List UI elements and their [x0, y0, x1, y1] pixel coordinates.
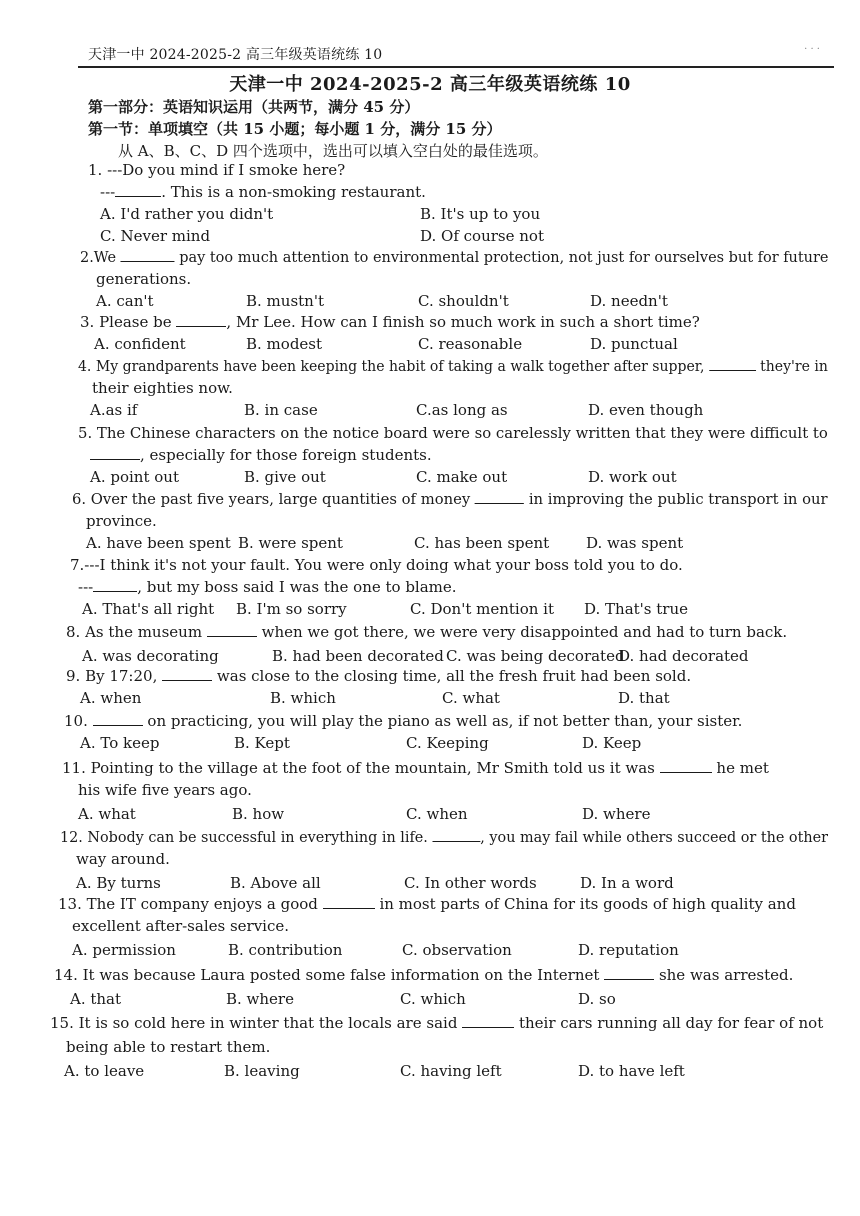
- option-b: B. contribution: [228, 941, 343, 959]
- option-b: B. modest: [246, 335, 323, 353]
- option-c: C. In other words: [404, 874, 537, 892]
- header-divider: [78, 66, 834, 68]
- option-b: B. Kept: [234, 734, 290, 752]
- question-stem-cont: excellent after-sales service.: [72, 917, 290, 935]
- option-d: D. so: [578, 990, 616, 1008]
- question-stem-cont: way around.: [76, 850, 170, 868]
- question-stem: 1. ---Do you mind if I smoke here?: [88, 161, 346, 179]
- answer-blank: [475, 489, 524, 504]
- option-c: C. Never mind: [100, 227, 211, 245]
- answer-blank: [121, 247, 175, 262]
- option-d: D. That's true: [584, 600, 688, 618]
- question-stem: 8. As the museum when we got there, we were very disappointed and had to turn back.: [66, 623, 788, 641]
- option-b: B. which: [270, 689, 336, 707]
- answer-blank: [604, 965, 654, 980]
- option-d: D. work out: [588, 468, 677, 486]
- question-stem: 12. Nobody can be successful in everything in life. , you may fail while others succeed or the other: [60, 828, 828, 846]
- answer-blank: [660, 758, 712, 773]
- option-b: B. were spent: [238, 534, 343, 552]
- option-b: B. Above all: [230, 874, 321, 892]
- option-c: C. was being decorated: [446, 647, 625, 665]
- answer-blank: [162, 666, 212, 681]
- question-stem-line2: --- , but my boss said I was the one to blame.: [78, 578, 457, 596]
- question-stem: 2.We pay too much attention to environmental protection, not just for ourselves but for future: [80, 248, 829, 266]
- option-a: A. when: [80, 689, 142, 707]
- option-b: B. in case: [244, 401, 318, 419]
- running-header: 天津一中 2024-2025-2 高三年级英语统练 10: [88, 47, 383, 63]
- option-b: B. leaving: [224, 1062, 300, 1080]
- question-stem: 7.---I think it's not your fault. You were only doing what your boss told you to do.: [70, 556, 683, 574]
- option-a: A.as if: [90, 401, 138, 419]
- option-a: A. To keep: [80, 734, 160, 752]
- question-stem-cont: his wife five years ago.: [78, 781, 252, 799]
- corner-mark: · · ·: [804, 44, 820, 55]
- option-b: B. I'm so sorry: [236, 600, 347, 618]
- question-stem: 11. Pointing to the village at the foot of the mountain, Mr Smith told us it was he met: [62, 759, 769, 777]
- question-stem: 6. Over the past five years, large quantities of money in improving the public transport in our: [72, 490, 828, 508]
- option-c: C.as long as: [416, 401, 508, 419]
- option-d: D. was spent: [586, 534, 684, 552]
- option-b: B. mustn't: [246, 292, 324, 310]
- option-d: D. In a word: [580, 874, 674, 892]
- option-a: A. can't: [96, 292, 154, 310]
- question-stem: 9. By 17:20, was close to the closing time, all the fresh fruit had been sold.: [66, 667, 692, 685]
- answer-blank: [462, 1013, 514, 1028]
- option-a: A. point out: [90, 468, 179, 486]
- option-d: D. to have left: [578, 1062, 685, 1080]
- option-d: D. even though: [588, 401, 704, 419]
- option-a: A. confident: [94, 335, 186, 353]
- option-c: C. shouldn't: [418, 292, 509, 310]
- option-a: A. to leave: [64, 1062, 145, 1080]
- question-stem-cont: their eighties now.: [92, 379, 233, 397]
- option-b: B. how: [232, 805, 285, 823]
- question-stem-cont: generations.: [96, 270, 192, 288]
- option-c: C. has been spent: [414, 534, 550, 552]
- instructions: 从 A、B、C、D 四个选项中，选出可以填入空白处的最佳选项。: [118, 142, 548, 160]
- option-b: B. give out: [244, 468, 326, 486]
- option-b: B. It's up to you: [420, 205, 541, 223]
- option-a: A. have been spent: [86, 534, 231, 552]
- answer-blank: [207, 622, 257, 637]
- question-stem-cont: province.: [86, 512, 157, 530]
- page-title: 天津一中 2024-2025-2 高三年级英语统练 10: [229, 74, 631, 95]
- answer-blank: [432, 827, 480, 842]
- part-heading: 第一部分：英语知识运用（共两节，满分 45 分）: [88, 98, 420, 116]
- option-b: B. where: [226, 990, 294, 1008]
- question-stem: 15. It is so cold here in winter that the locals are said their cars running all day for fear of not: [50, 1014, 824, 1032]
- option-a: A. what: [78, 805, 136, 823]
- option-d: D. reputation: [578, 941, 679, 959]
- option-d: D. where: [582, 805, 651, 823]
- option-a: A. By turns: [76, 874, 161, 892]
- option-c: C. reasonable: [418, 335, 523, 353]
- question-stem: 10. on practicing, you will play the piano as well as, if not better than, your sister.: [64, 712, 743, 730]
- option-a: A. That's all right: [82, 600, 215, 618]
- option-b: B. had been decorated: [272, 647, 444, 665]
- option-c: C. make out: [416, 468, 508, 486]
- option-d: D. needn't: [590, 292, 668, 310]
- option-c: C. Don't mention it: [410, 600, 554, 618]
- section-heading: 第一节：单项填空（共 15 小题；每小题 1 分，满分 15 分）: [88, 120, 502, 138]
- question-stem: 14. It was because Laura posted some false information on the Internet she was arrested.: [54, 966, 794, 984]
- option-c: C. Keeping: [406, 734, 489, 752]
- answer-blank: [93, 711, 143, 726]
- option-a: A. that: [70, 990, 122, 1008]
- option-a: A. I'd rather you didn't: [100, 205, 274, 223]
- answer-blank: [93, 577, 137, 592]
- question-stem: 5. The Chinese characters on the notice board were so carelessly written that they were difficult to: [78, 424, 828, 442]
- option-d: D. Of course not: [420, 227, 544, 245]
- option-a: A. permission: [72, 941, 176, 959]
- question-stem-cont: , especially for those foreign students.: [90, 445, 432, 466]
- option-d: D. punctual: [590, 335, 678, 353]
- question-stem-line2: --- . This is a non-smoking restaurant.: [100, 183, 426, 201]
- question-stem-cont: being able to restart them.: [66, 1038, 271, 1056]
- option-c: C. when: [406, 805, 468, 823]
- option-d: D. that: [618, 689, 670, 707]
- answer-blank: [709, 356, 756, 371]
- option-d: D. had decorated: [618, 647, 749, 665]
- question-stem: 4. My grandparents have been keeping the habit of taking a walk together after supper, they're in: [78, 357, 828, 375]
- answer-blank: [176, 312, 226, 327]
- option-d: D. Keep: [582, 734, 642, 752]
- answer-blank: [115, 182, 161, 197]
- option-c: C. having left: [400, 1062, 502, 1080]
- option-c: C. which: [400, 990, 466, 1008]
- answer-blank: [323, 894, 375, 909]
- question-stem: 13. The IT company enjoys a good in most parts of China for its goods of high quality and: [58, 895, 796, 913]
- option-c: C. observation: [402, 941, 512, 959]
- answer-blank: [90, 445, 140, 460]
- option-c: C. what: [442, 689, 500, 707]
- option-a: A. was decorating: [82, 647, 219, 665]
- question-stem: 3. Please be , Mr Lee. How can I finish so much work in such a short time?: [80, 313, 700, 331]
